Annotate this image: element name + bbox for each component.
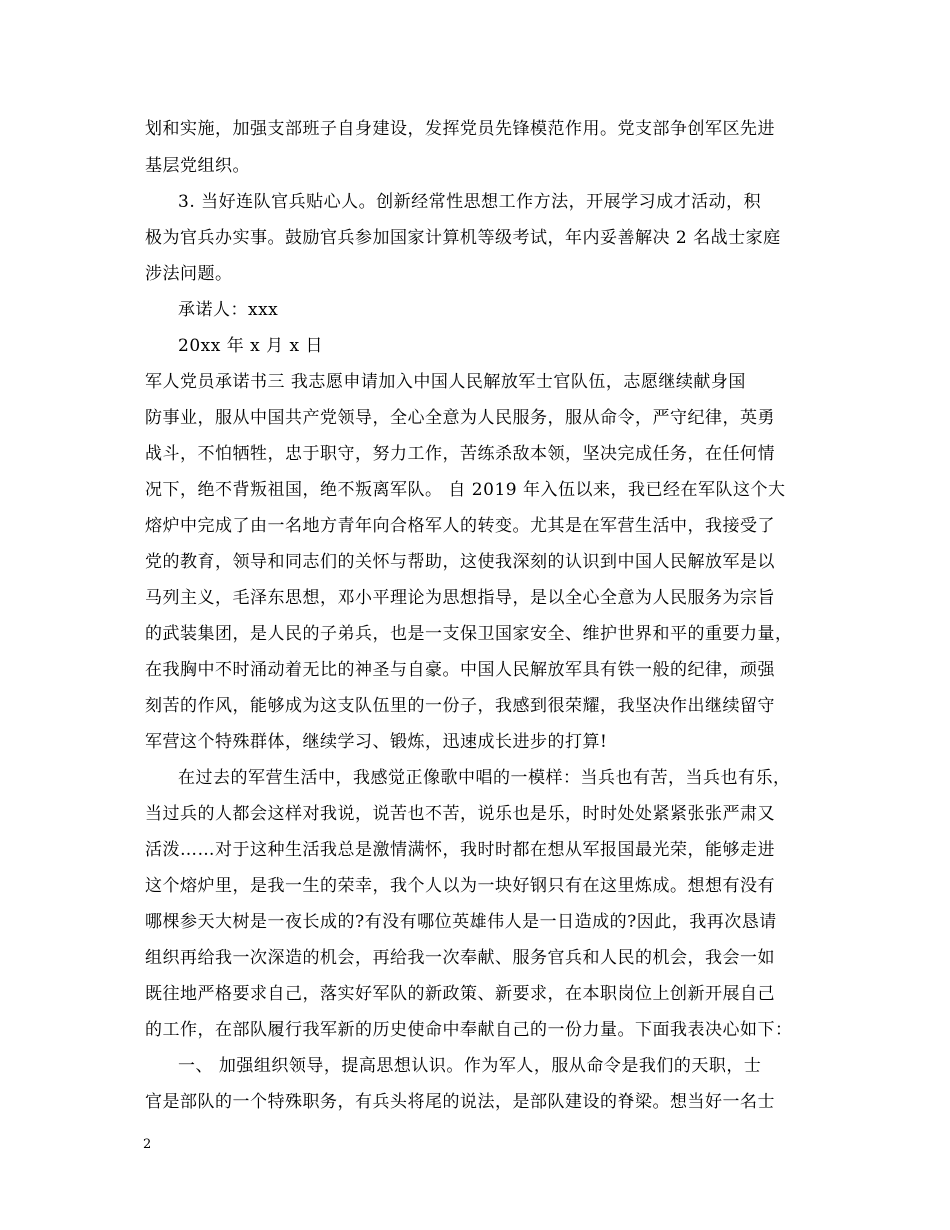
text-line: 3. 当好连队官兵贴心人。创新经常性思想工作方法，开展学习成才活动，积: [178, 192, 762, 212]
text-line: 战斗，不怕牺牲，忠于职守，努力工作，苦练杀敌本领，坚决完成任务，在任何情: [145, 444, 775, 464]
text-line: 划和实施，加强支部班子自身建设，发挥党员先锋模范作用。党支部争创军区先进: [145, 119, 775, 139]
text-line: 既往地严格要求自己，落实好军队的新政策、新要求，在本职岗位上创新开展自己: [145, 984, 775, 1004]
text-line: 涉法问题。: [145, 264, 233, 284]
text-line: 在过去的军营生活中，我感觉正像歌中唱的一模样：当兵也有苦，当兵也有乐，: [178, 768, 791, 788]
text-line: 这个熔炉里，是我一生的荣幸，我个人以为一块好钢只有在这里炼成。想想有没有: [145, 876, 775, 896]
text-line: 马列主义，毛泽东思想，邓小平理论为思想指导，是以全心全意为人民服务为宗旨: [145, 588, 775, 608]
text-line: 一、 加强组织领导，提高思想认识。作为军人，服从命令是我们的天职，士: [178, 1056, 762, 1076]
text-line: 基层党组织。: [145, 156, 250, 176]
page-number: 2: [143, 1137, 152, 1152]
text-line: 组织再给我一次深造的机会，再给我一次奉献、服务官兵和人民的机会，我会一如: [145, 948, 775, 968]
text-line: 的工作，在部队履行我军新的历史使命中奉献自己的一份力量。下面我表决心如下：: [145, 1020, 793, 1040]
text-line: 官是部队的一个特殊职务，有兵头将尾的说法，是部队建设的脊梁。想当好一名士: [145, 1092, 775, 1112]
text-line: 在我胸中不时涌动着无比的神圣与自豪。中国人民解放军具有铁一般的纪律，顽强: [145, 660, 775, 680]
date-line: 20xx 年 x 月 x 日: [178, 336, 324, 356]
text-line: 哪棵参天大树是一夜长成的?有没有哪位英雄伟人是一日造成的?因此，我再次恳请: [145, 912, 777, 932]
signatory-line: 承诺人：xxx: [178, 300, 279, 320]
text-line: 军营这个特殊群体，继续学习、锻炼，迅速成长进步的打算!: [145, 732, 608, 752]
text-line: 活泼……对于这种生活我总是激情满怀，我时时都在想从军报国最光荣，能够走进: [145, 840, 775, 860]
text-line: 防事业，服从中国共产党领导，全心全意为人民服务，服从命令，严守纪律，英勇: [145, 408, 775, 428]
text-line: 况下，绝不背叛祖国，绝不叛离军队。 自 2019 年入伍以来，我已经在军队这个大: [145, 480, 786, 500]
text-line: 极为官兵办实事。鼓励官兵参加国家计算机等级考试，年内妥善解决 2 名战士家庭: [145, 228, 781, 248]
text-line: 刻苦的作风，能够成为这支队伍里的一份子，我感到很荣耀，我坚决作出继续留守: [145, 696, 775, 716]
text-line: 的武装集团，是人民的子弟兵，也是一支保卫国家安全、维护世界和平的重要力量，: [145, 624, 793, 644]
text-line: 熔炉中完成了由一名地方青年向合格军人的转变。尤其是在军营生活中，我接受了: [145, 516, 775, 536]
text-line: 党的教育，领导和同志们的关怀与帮助，这使我深刻的认识到中国人民解放军是以: [145, 552, 775, 572]
text-line: 军人党员承诺书三 我志愿申请加入中国人民解放军士官队伍，志愿继续献身国: [145, 372, 746, 392]
text-line: 当过兵的人都会这样对我说，说苦也不苦，说乐也是乐，时时处处紧紧张张严肃又: [145, 804, 775, 824]
